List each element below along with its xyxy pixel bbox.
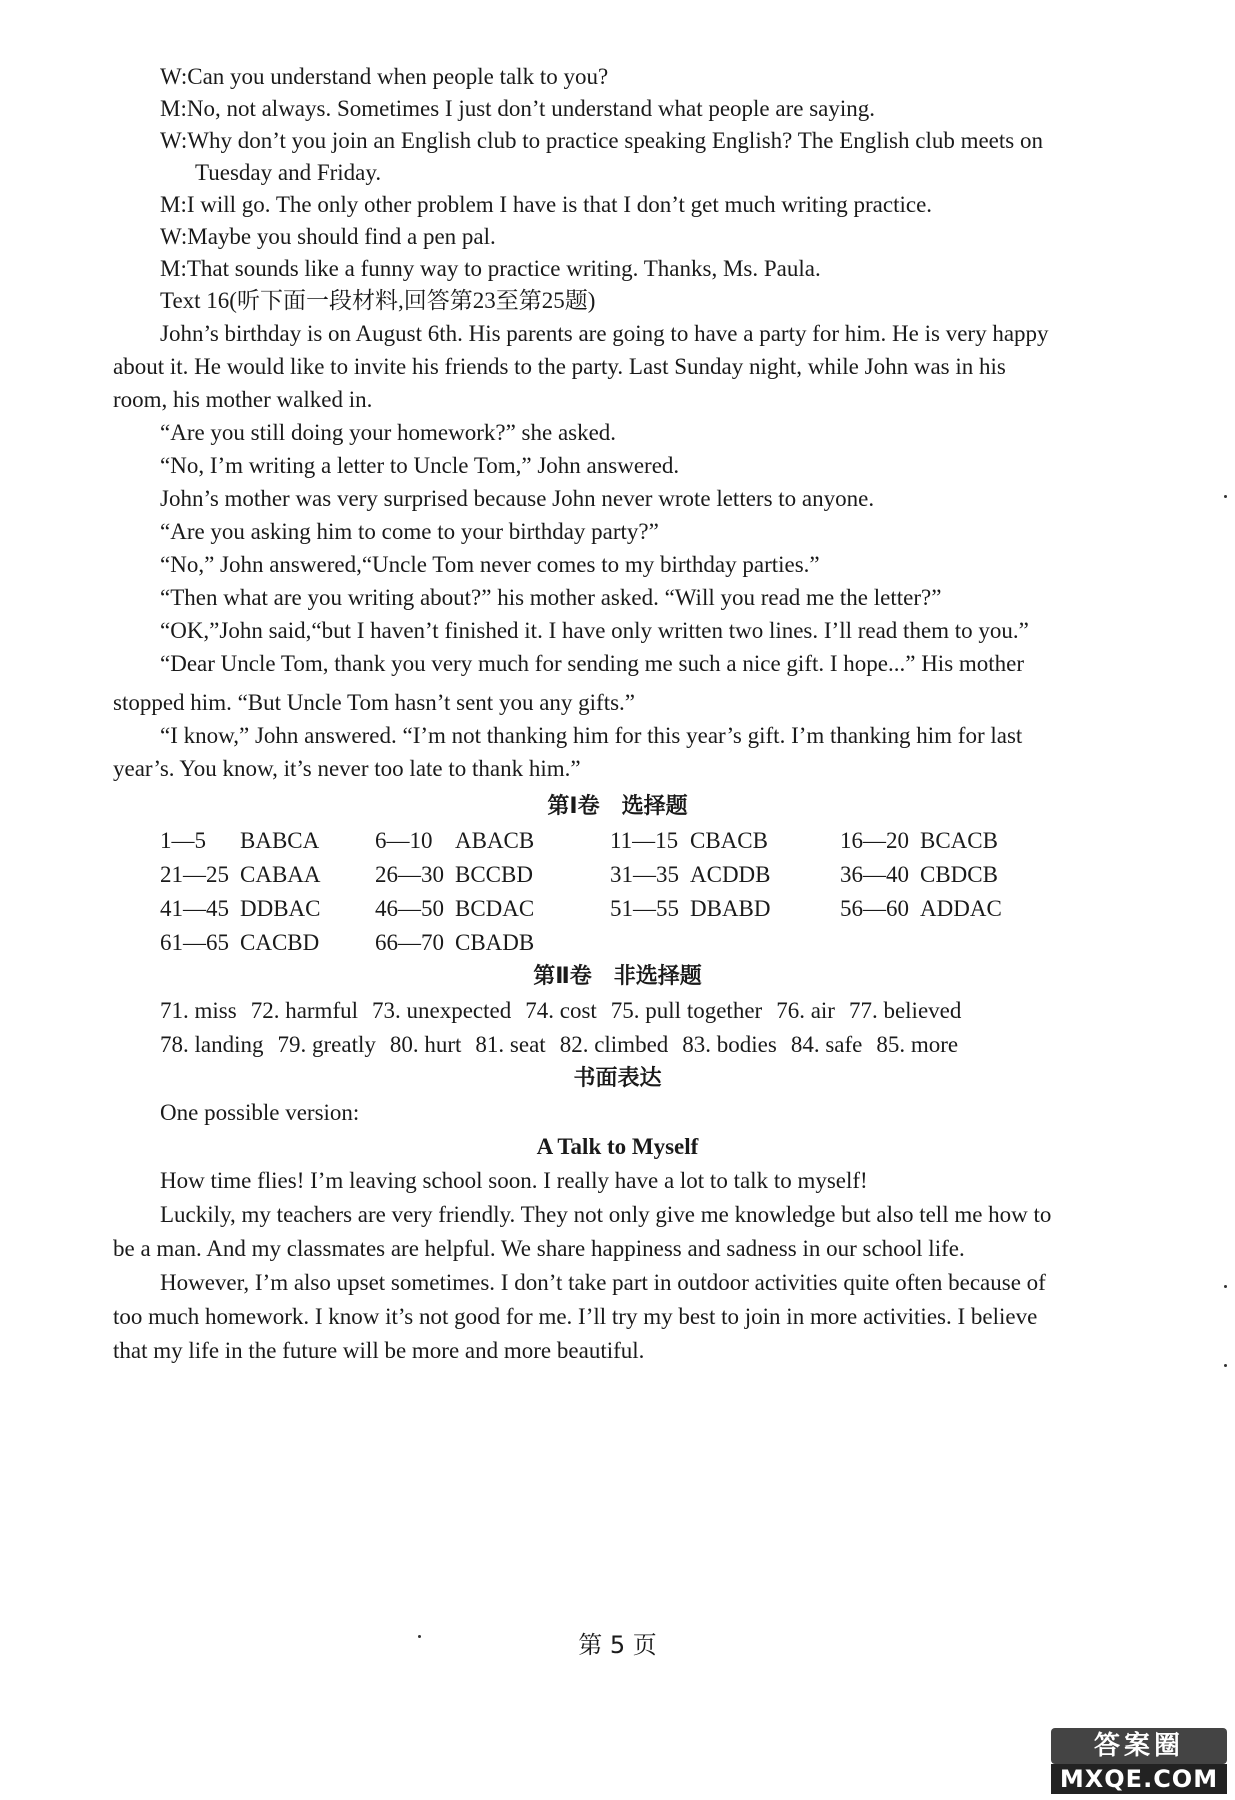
answer-range: 31—35 (610, 862, 679, 887)
answer-group (375, 860, 533, 890)
passage-line: John’s mother was very surprised because John never wrote letters to anyone. (160, 486, 875, 511)
answer-key: CBADB (455, 930, 535, 955)
answer-key: ABACB (455, 828, 535, 853)
dialogue-line: M:I will go. The only other problem I have is that I don’t get much writing practice. (160, 192, 933, 217)
answer-range: 51—55 (610, 896, 679, 921)
answer-group (610, 826, 768, 856)
answer-group (840, 826, 998, 856)
answer-range: 6—10 (375, 828, 433, 853)
answer-group (160, 928, 319, 958)
vocab-answer: 73. unexpected (372, 998, 512, 1023)
vocab-answer: 79. greatly (277, 1032, 376, 1057)
answer-range: 66—70 (375, 930, 444, 955)
answer-key: ACDDB (690, 862, 771, 887)
answer-range: 56—60 (840, 896, 909, 921)
vocab-answer: 85. more (876, 1032, 959, 1057)
vocab-row (160, 1030, 972, 1060)
answer-group (375, 826, 534, 856)
answer-group (840, 894, 1002, 924)
scan-speck (1224, 1364, 1227, 1367)
answer-range: 61—65 (160, 930, 229, 955)
answer-key: BCCBD (455, 862, 533, 887)
answer-key: DDBAC (240, 896, 321, 921)
passage-line: about it. He would like to invite his friends to the party. Last Sunday night, while John was in his (113, 354, 1006, 379)
scan-speck (1224, 1285, 1227, 1288)
vocab-answer: 81. seat (475, 1032, 546, 1057)
answer-key: BABCA (240, 828, 320, 853)
answer-range: 16—20 (840, 828, 909, 853)
answer-group (160, 860, 321, 890)
dialogue-line: Tuesday and Friday. (195, 160, 382, 185)
answer-group (160, 894, 321, 924)
passage-line: “Then what are you writing about?” his mother asked. “Will you read me the letter?” (160, 585, 942, 610)
passage-line: “No,” John answered,“Uncle Tom never comes to my birthday parties.” (160, 552, 820, 577)
answer-group (610, 894, 771, 924)
essay-line: too much homework. I know it’s not good for me. I’ll try my best to join in more activities. I believe (113, 1304, 1038, 1329)
section2-heading: 第Ⅱ卷 非选择题 (533, 964, 702, 989)
answer-key: CBDCB (920, 862, 998, 887)
answer-range: 46—50 (375, 896, 444, 921)
section1-heading: 第Ⅰ卷 选择题 (547, 794, 688, 819)
answer-key: DBABD (690, 896, 771, 921)
answer-group (840, 860, 998, 890)
vocab-answer: 78. landing (160, 1032, 264, 1057)
vocab-answer: 71. miss (160, 998, 237, 1023)
text16-label: Text 16(听下面一段材料,回答第23至第25题) (160, 288, 596, 313)
passage-line: “Are you asking him to come to your birthday party?” (160, 519, 659, 544)
essay-line: Luckily, my teachers are very friendly. They not only give me knowledge but also tell me how to (160, 1202, 1052, 1227)
answer-key: ADDAC (920, 896, 1002, 921)
writing-heading: 书面表达 (573, 1066, 662, 1091)
answer-key: BCACB (920, 828, 998, 853)
passage-line: room, his mother walked in. (113, 387, 373, 412)
answer-range: 41—45 (160, 896, 229, 921)
vocab-answer: 76. air (776, 998, 835, 1023)
answer-key: CABAA (240, 862, 321, 887)
answer-key: CACBD (240, 930, 320, 955)
answer-group (610, 860, 771, 890)
answer-group (375, 928, 534, 958)
passage-line: “I know,” John answered. “I’m not thanking him for this year’s gift. I’m thanking him for last (160, 723, 1023, 748)
essay-title: A Talk to Myself (536, 1134, 699, 1159)
scan-speck (1224, 495, 1227, 498)
passage-line: “OK,”John said,“but I haven’t finished it. I have only written two lines. I’ll read them to you.” (160, 618, 1029, 643)
essay-line: be a man. And my classmates are helpful. We share happiness and sadness in our school life. (113, 1236, 965, 1261)
watermark-badge: 答案圈 (1051, 1728, 1227, 1764)
passage-line: year’s. You know, it’s never too late to thank him.” (113, 756, 581, 781)
page-number: 第 5 页 (578, 1631, 657, 1659)
dialogue-line: M:That sounds like a funny way to practice writing. Thanks, Ms. Paula. (160, 256, 821, 281)
answer-range: 1—5 (160, 828, 206, 853)
dialogue-line: M:No, not always. Sometimes I just don’t understand what people are saying. (160, 96, 876, 121)
vocab-answer: 83. bodies (682, 1032, 777, 1057)
vocab-row (160, 996, 975, 1026)
watermark-site: MXQE.COM (1051, 1764, 1227, 1794)
dialogue-line: W:Why don’t you join an English club to practice speaking English? The English club meets on (160, 128, 1043, 153)
answer-range: 21—25 (160, 862, 229, 887)
passage-line: “Dear Uncle Tom, thank you very much for sending me such a nice gift. I hope...” His mother (160, 651, 1025, 676)
passage-line: “Are you still doing your homework?” she asked. (160, 420, 617, 445)
essay-line: How time flies! I’m leaving school soon. I really have a lot to talk to myself! (160, 1168, 868, 1193)
answer-group (375, 894, 534, 924)
answer-range: 11—15 (610, 828, 679, 853)
passage-line: stopped him. “But Uncle Tom hasn’t sent you any gifts.” (113, 690, 636, 715)
answer-key: BCDAC (455, 896, 535, 921)
vocab-answer: 72. harmful (250, 998, 358, 1023)
vocab-answer: 77. believed (848, 998, 962, 1023)
passage-line: John’s birthday is on August 6th. His parents are going to have a party for him. He is very happy (160, 321, 1049, 346)
dialogue-line: W:Can you understand when people talk to you? (160, 64, 609, 89)
essay-line: However, I’m also upset sometimes. I don’t take part in outdoor activities quite often because of (160, 1270, 1046, 1295)
answer-range: 36—40 (840, 862, 909, 887)
essay-line: that my life in the future will be more and more beautiful. (113, 1338, 645, 1363)
passage-line: “No, I’m writing a letter to Uncle Tom,” John answered. (160, 453, 680, 478)
dialogue-line: W:Maybe you should find a pen pal. (160, 224, 496, 249)
scan-speck (418, 1635, 421, 1638)
vocab-answer: 80. hurt (389, 1032, 462, 1057)
vocab-answer: 82. climbed (559, 1032, 669, 1057)
writing-intro: One possible version: (160, 1100, 360, 1125)
watermark-logo (1051, 1728, 1227, 1794)
vocab-answer: 74. cost (525, 998, 597, 1023)
answer-range: 26—30 (375, 862, 444, 887)
answer-group (160, 826, 319, 856)
answer-key: CBACB (690, 828, 768, 853)
vocab-answer: 75. pull together (610, 998, 763, 1023)
vocab-answer: 84. safe (790, 1032, 863, 1057)
